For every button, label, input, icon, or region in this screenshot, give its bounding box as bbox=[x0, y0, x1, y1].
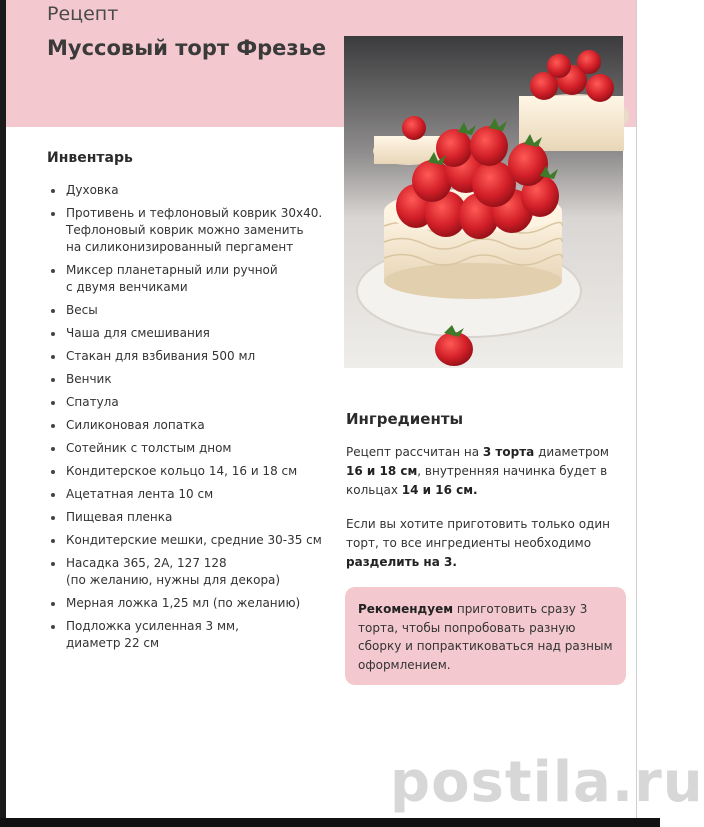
list-item: Кондитерские мешки, средние 30-35 см bbox=[48, 532, 333, 549]
recipe-label: Рецепт bbox=[47, 3, 119, 25]
inventory-title: Инвентарь bbox=[47, 150, 133, 166]
ingredients-paragraph-2: Если вы хотите приготовить только один торт, то все ингредиенты необходимо разделить на 3. bbox=[346, 517, 610, 569]
list-item: Весы bbox=[48, 302, 333, 319]
right-margin bbox=[637, 0, 660, 827]
list-item: Венчик bbox=[48, 371, 333, 388]
list-item: Пищевая пленка bbox=[48, 509, 333, 526]
list-item: Миксер планетарный или ручной с двумя венчиками bbox=[48, 262, 333, 296]
strawberry-cake-illustration bbox=[344, 36, 623, 368]
list-item: Насадка 365, 2А, 127 128 (по желанию, нужны для декора) bbox=[48, 555, 333, 589]
list-item: Силиконовая лопатка bbox=[48, 417, 333, 434]
page-title: Муссовый торт Фрезье bbox=[47, 36, 327, 60]
list-item: Духовка bbox=[48, 182, 333, 199]
list-item: Спатула bbox=[48, 394, 333, 411]
list-item: Ацетатная лента 10 см bbox=[48, 486, 333, 503]
list-item: Подложка усиленная 3 мм, диаметр 22 см bbox=[48, 618, 333, 652]
recommendation-callout: Рекомендуем приготовить сразу 3 торта, чтобы попробовать разную сборку и попрактиковаться над разным оформлением. bbox=[345, 587, 626, 685]
cake-photo bbox=[344, 36, 623, 368]
list-item: Противень и тефлоновый коврик 30х40. Тефлоновый коврик можно заменить на силиконизированный пергамент bbox=[48, 205, 333, 256]
watermark-text: postila.ru bbox=[390, 750, 704, 815]
list-item: Сотейник с толстым дном bbox=[48, 440, 333, 457]
bottom-frame-edge bbox=[0, 818, 660, 827]
list-item: Чаша для смешивания bbox=[48, 325, 333, 342]
list-item: Мерная ложка 1,25 мл (по желанию) bbox=[48, 595, 333, 612]
list-item: Стакан для взбивания 500 мл bbox=[48, 348, 333, 365]
list-item: Кондитерское кольцо 14, 16 и 18 см bbox=[48, 463, 333, 480]
ingredients-title: Ингредиенты bbox=[346, 410, 464, 428]
inventory-list bbox=[48, 182, 333, 658]
ingredients-paragraph-1: Рецепт рассчитан на 3 торта диаметром 16 и 18 см, внутренняя начинка будет в кольцах 14 и 16 см. bbox=[346, 445, 609, 497]
